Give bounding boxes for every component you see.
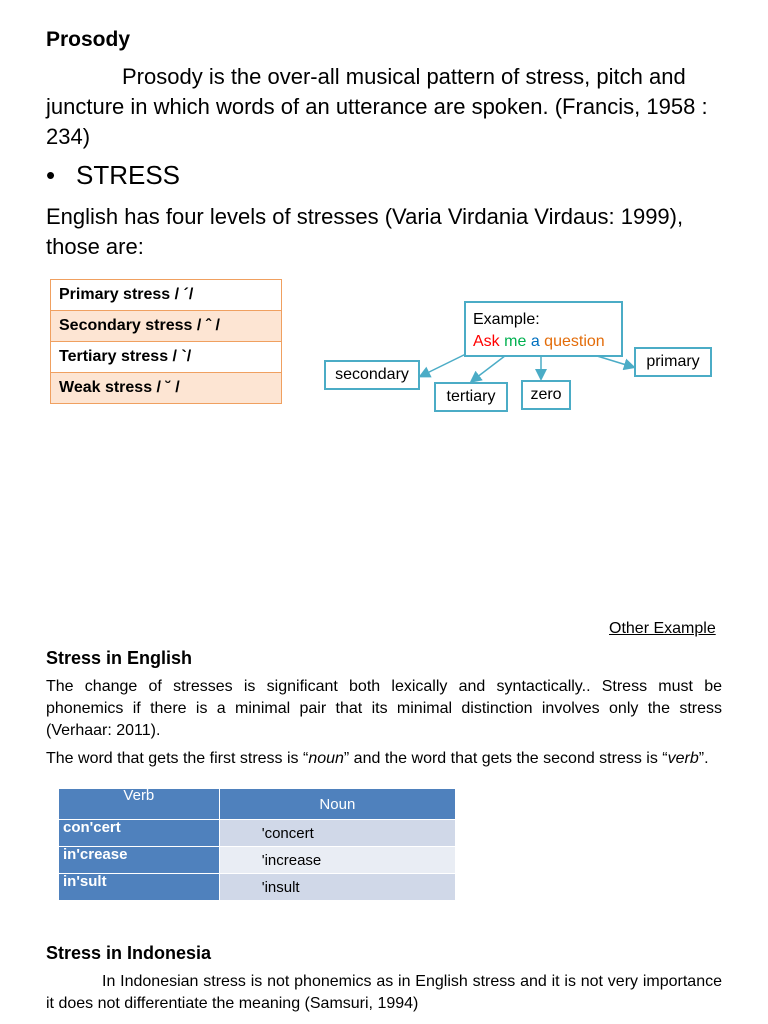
english-paragraph-2 xyxy=(46,748,722,770)
stress-bullet-text: STRESS xyxy=(76,160,181,190)
stress-level-cell: Secondary stress / ˆ / xyxy=(51,311,282,342)
zero-tag: zero xyxy=(521,380,571,410)
stress-level-cell: Weak stress / ˘ / xyxy=(51,373,282,404)
english-paragraph-1: The change of stresses is significant both lexically and syntactically.. Stress must be phonemics if there is a minimal pair that its minimal distinction involves only the stress (Verhaar: 2011). xyxy=(46,678,722,739)
secondary-tag: secondary xyxy=(324,360,420,390)
example-box xyxy=(464,301,623,357)
table-row xyxy=(59,847,456,874)
tertiary-tag: tertiary xyxy=(434,382,508,412)
section-title-english: Stress in English xyxy=(46,648,193,668)
table-row xyxy=(59,820,456,847)
levels-intro: English has four levels of stresses (Varia Virdania Virdaus: 1999), those are: xyxy=(46,204,684,259)
p2-text: The word that gets the first stress is “ xyxy=(46,750,309,767)
noun-cell: 'concert xyxy=(219,820,455,847)
column-header-verb: Verb xyxy=(59,789,220,820)
prosody-definition-text: Prosody is the over-all musical pattern of stress, pitch and juncture in which words of an utterance are spoken. (Francis, 1958 : 234) xyxy=(46,64,708,149)
p2-text: ”. xyxy=(698,750,709,767)
p2-text: ” and the word that gets the second stress is “ xyxy=(343,750,668,767)
noun-cell: 'insult xyxy=(219,874,455,901)
verb-noun-table xyxy=(58,788,456,901)
verb-cell: in'crease xyxy=(59,847,220,874)
stress-level-cell: Primary stress / ´/ xyxy=(51,280,282,311)
example-sentence xyxy=(473,331,614,353)
example-word: Ask xyxy=(473,333,500,350)
verb-cell: con'cert xyxy=(59,820,220,847)
indonesia-paragraph: In Indonesian stress is not phonemics as in English stress and it is not very importance it does not differentiate the meaning (Samsuri, 1994) xyxy=(46,973,722,1012)
noun-cell: 'increase xyxy=(219,847,455,874)
example-label: Example: xyxy=(473,311,540,328)
example-word: question xyxy=(544,333,605,350)
primary-tag: primary xyxy=(634,347,712,377)
table-header-row xyxy=(59,789,456,820)
p2-noun: noun xyxy=(308,750,344,767)
verb-cell: in'sult xyxy=(59,874,220,901)
page-heading: Prosody xyxy=(46,28,131,51)
section-title-indonesia: Stress in Indonesia xyxy=(46,943,212,963)
example-word: me xyxy=(504,333,527,350)
table-row xyxy=(59,874,456,901)
bullet-dot: • xyxy=(46,160,56,190)
p2-verb: verb xyxy=(667,750,699,767)
example-word: a xyxy=(530,333,540,350)
column-header-noun: Noun xyxy=(219,789,455,820)
other-example-link[interactable]: Other Example xyxy=(609,620,716,637)
stress-level-cell: Tertiary stress / `/ xyxy=(51,342,282,373)
